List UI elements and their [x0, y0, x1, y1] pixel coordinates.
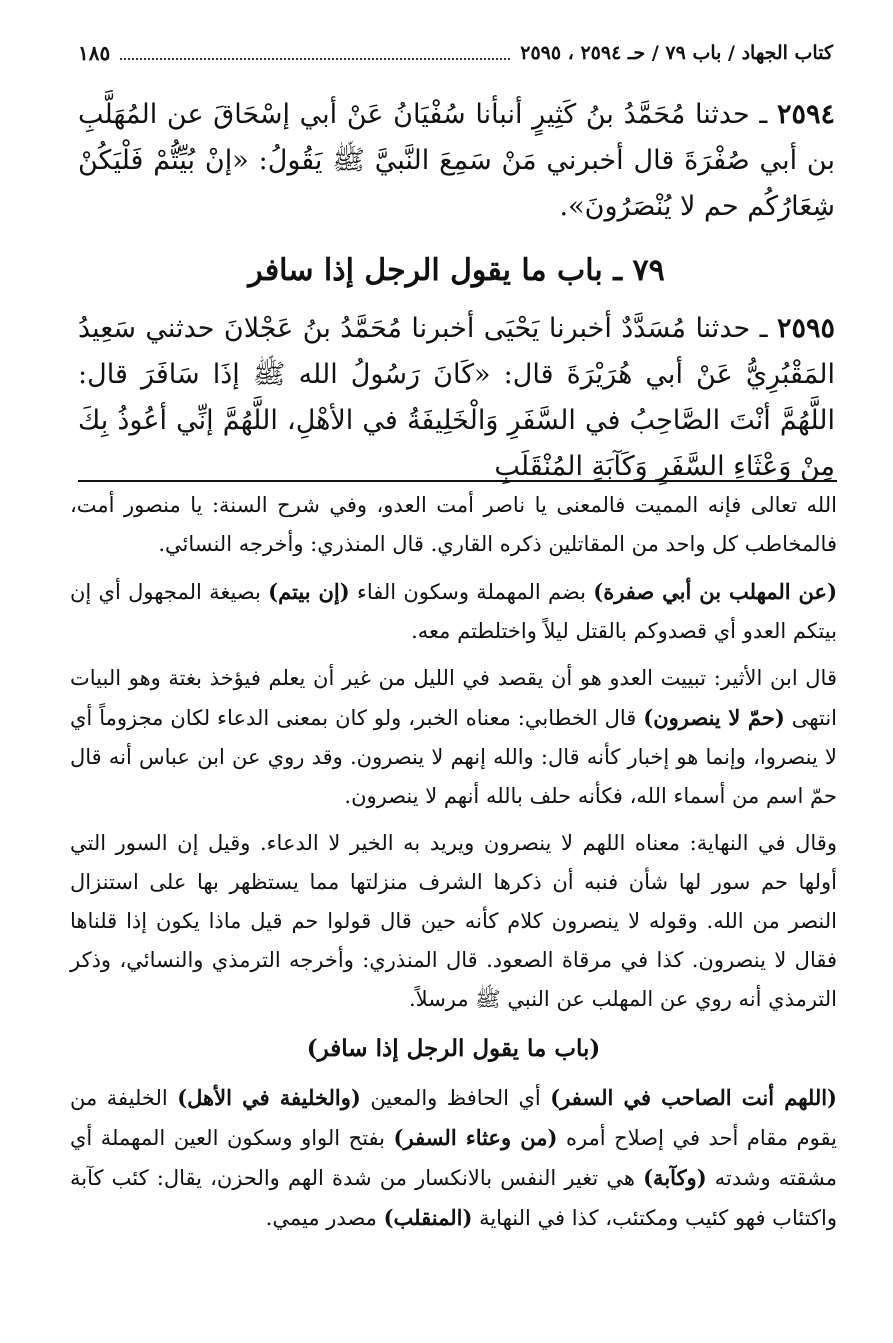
hadith-number: ٢٥٩٥: [776, 313, 835, 344]
commentary-text: الخليفة من يقوم مقام أحد في إصلاح أمره: [70, 1086, 837, 1150]
hadith-text-block: [78, 92, 835, 490]
commentary-lemma: (وكآبة): [643, 1165, 707, 1190]
commentary-lemma: (إن بيتم): [268, 579, 350, 604]
hadith-number: ٢٥٩٤: [776, 99, 835, 130]
header-title: كتاب الجهاد / باب ٧٩ / حـ ٢٥٩٤ ، ٢٥٩٥: [520, 42, 833, 64]
commentary-lemma: (من وعثاء السفر): [393, 1125, 558, 1150]
commentary-text: قال ابن الأثير: تبييت العدو هو أن يقصد في الليل من غير أن يعلم فيؤخذ بغتة وهو البيات انتهى: [70, 666, 837, 730]
chapter-number: ٧٩ ـ: [613, 253, 665, 288]
commentary-text: قال الخطابي: معناه الخبر، ولو كان بمعنى الدعاء لكان مجزوماً أي لا ينصروا، وإنما هو إخبار كأنه قال: والله إنهم لا ينصرون. وقد روي عن ابن عباس أنه قال حمّ اسم من أسماء الله، فكأنه حلف بالله أنهم لا ينصرون.: [70, 706, 837, 808]
commentary-subheading: (باب ما يقول الرجل إذا سافر): [306, 1035, 601, 1062]
commentary-lemma: (والخليفة في الأهل): [177, 1085, 361, 1110]
commentary-paragraph: [70, 572, 837, 651]
commentary-paragraph: [70, 1078, 837, 1238]
commentary-text: بضم المهملة وسكون الفاء: [349, 580, 594, 604]
page-number: ١٨٥: [78, 41, 111, 65]
running-header: [78, 36, 833, 70]
hadith-body: ـ حدثنا مُسَدَّدٌ أخبرنا يَحْيَى أخبرنا مُحَمَّدُ بنُ عَجْلانَ حدثني سَعِيدُ المَقْبُرِيُّ عَنْ أبي هُرَيْرَةَ قال: «كَانَ رَسُولُ الله ﷺ إذَا سَافَرَ قال: اللَّهُمَّ أنْتَ الصَّاحِبُ في السَّفَرِ وَالْخَلِيفَةُ في الأهْلِ، اللَّهُمَّ إنِّي أعُوذُ بِكَ مِنْ وَعْثَاءِ السَّفَرِ وَكَآبَةِ المُنْقَلَبِ: [78, 313, 835, 482]
commentary-text: مصدر ميمي.: [265, 1206, 384, 1230]
footnote-divider: [78, 480, 837, 482]
hadith-2595: [78, 306, 835, 490]
commentary-lemma: (حمّ لا ينصرون): [643, 705, 785, 730]
commentary-paragraph: [70, 659, 837, 816]
chapter-title: ما يقول الرجل إذا سافر: [248, 253, 547, 288]
commentary-text: بفتح الواو وسكون العين المهملة أي مشقته وشدته: [70, 1126, 838, 1190]
chapter-bab-word: باب: [557, 253, 603, 288]
commentary-lemma: (المنقلب): [383, 1205, 473, 1230]
commentary-text: أي الحافظ والمعين: [360, 1086, 551, 1110]
commentary-paragraph: وقال في النهاية: معناه اللهم لا ينصرون ويريد به الخير لا الدعاء. وقيل إن السور التي أولها حم سور لها شأن فنبه أن ذكرها الشرف منزلتها مما يستظهر بها على استنزال النصر من الله. وقوله لا ينصرون كلام كأنه حين قال قولوا حم قيل ماذا يكون إذا قلناها فقال لا ينصرون. كذا في مرقاة الصعود. قال المنذري: وأخرجه الترمذي والنسائي، وذكر الترمذي أنه روي عن المهلب عن النبي ﷺ مرسلاً.: [70, 831, 837, 1011]
commentary-lemma: (عن المهلب بن أبي صفرة): [593, 579, 838, 604]
hadith-body: ـ حدثنا مُحَمَّدُ بنُ كَثِيرٍ أنبأنا سُفْيَانُ عَنْ أبي إسْحَاقَ عن المُهَلَّبِ بن أبي صُفْرَةَ قال أخبرني مَنْ سَمِعَ النَّبيَّ ﷺ يَقُولُ: «إنْ بُيِّتُّمْ فَلْيَكُنْ شِعَارُكُم حم لا يُنْصَرُونَ».: [78, 99, 835, 222]
commentary-paragraph: الله تعالى فإنه المميت فالمعنى يا ناصر أمت العدو، وفي شرح السنة: يا منصور أمت، فالمخاطب كل واحد من المقاتلين ذكره القاري. قال المنذري: وأخرجه النسائي.: [70, 493, 837, 556]
commentary-text: بصيغة المجهول أي إن بيتكم العدو أي قصدوكم بالقتل ليلاً واختلطتم معه.: [70, 580, 837, 643]
commentary-lemma: (اللهم أنت الصاحب في السفر): [550, 1085, 837, 1110]
hadith-2594: [78, 92, 835, 230]
commentary-block: [70, 486, 837, 1246]
chapter-heading: [78, 248, 835, 294]
header-dot-leader: [120, 46, 510, 60]
commentary-text: هي تغير النفس بالانكسار من شدة الهم والحزن، يقال: كئب كآبة واكتئاب فهو كئيب ومكتئب، كذا في النهاية: [70, 1166, 837, 1230]
